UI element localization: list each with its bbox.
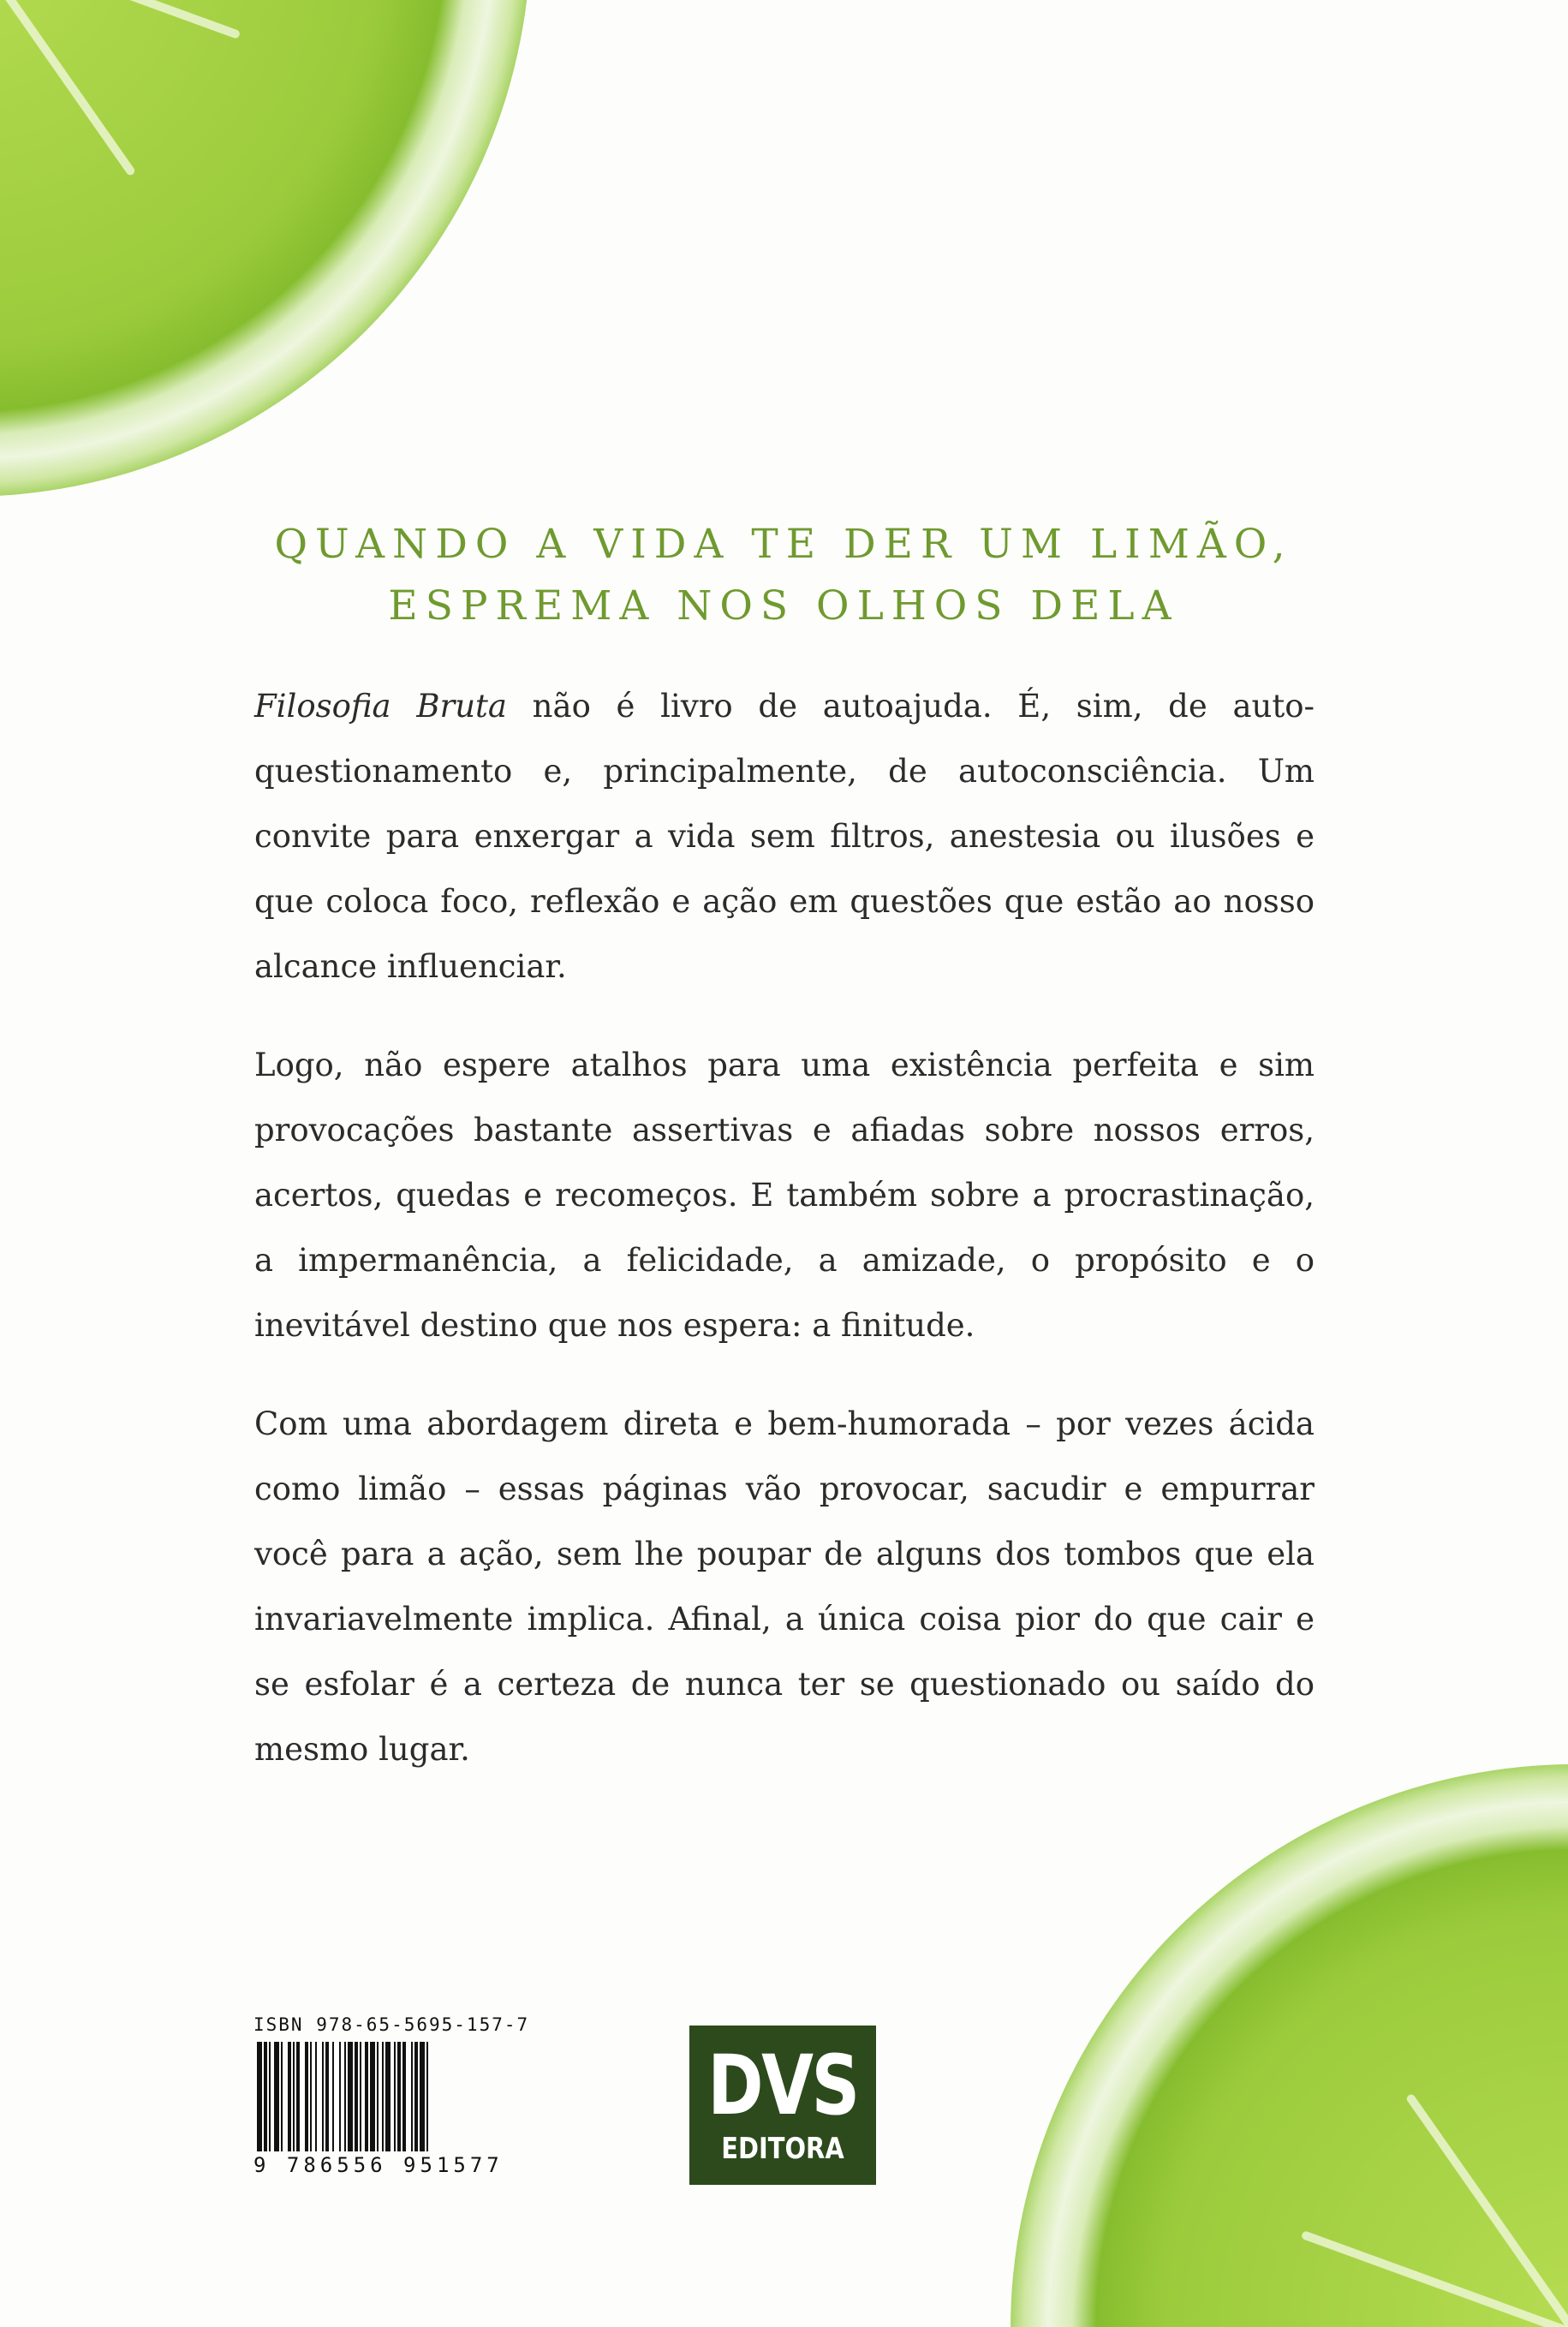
barcode-bar <box>281 2042 283 2151</box>
book-title: Filosofia Bruta <box>254 688 507 725</box>
barcode-bar <box>310 2042 312 2151</box>
barcode-bar <box>382 2042 384 2151</box>
lime-segment-line <box>1301 2230 1568 2327</box>
barcode-bar <box>414 2042 418 2151</box>
barcode-bar <box>344 2042 346 2151</box>
barcode-bar <box>360 2042 361 2151</box>
barcode-bar <box>377 2042 379 2151</box>
headline <box>171 514 1396 637</box>
synopsis-paragraph-1-text: não é livro de autoajuda. É, sim, de auto-questionamento e, principalmente, de autoconsciência. Um convite para enxergar a vida sem filtros, anestesia ou ilusões e que coloca foco, reflexão e ação em questões que estão ao nosso alcance influenciar. <box>254 688 1315 985</box>
isbn-digits: 9 786556 951577 <box>253 2153 504 2177</box>
barcode-bar <box>257 2042 262 2151</box>
synopsis-paragraph-1 <box>254 674 1315 999</box>
barcode-bar <box>365 2042 368 2151</box>
barcode-bar <box>355 2042 358 2151</box>
barcode-bar <box>325 2042 329 2151</box>
barcode-bar <box>420 2042 425 2151</box>
barcode-bar <box>269 2042 271 2151</box>
barcode-bar <box>394 2042 396 2151</box>
synopsis-paragraph-3: Com uma abordagem direta e bem-humorada – por vezes ácida como limão – essas páginas vão provocar, sacudir e empurrar você para a ação, sem lhe poupar de alguns dos tombos que ela invariavelmente implica. Afinal, a única coisa pior do que cair e se esfolar é a certeza de nunca ter se questionado ou saído do mesmo lugar. <box>254 1405 1315 1768</box>
barcode-bar <box>411 2042 413 2151</box>
barcode-bar <box>296 2042 300 2151</box>
barcode-bar <box>332 2042 334 2151</box>
lime-slice-bottom-right <box>1011 1764 1568 2327</box>
isbn-block <box>253 2014 530 2177</box>
barcode-bar <box>370 2042 375 2151</box>
barcode-bar <box>348 2042 353 2151</box>
isbn-label: ISBN 978-65-5695-157-7 <box>253 2014 530 2035</box>
barcode-bar <box>397 2042 401 2151</box>
synopsis <box>254 674 1315 1816</box>
logo-main-text: DVS <box>707 2038 858 2133</box>
barcode <box>253 2042 495 2151</box>
logo-sub-text: EDITORA <box>721 2132 844 2166</box>
headline-line-2: ESPREMA NOS OLHOS DELA <box>388 582 1179 629</box>
barcode-bar <box>274 2042 279 2151</box>
headline-line-1: QUANDO A VIDA TE DER UM LIMÃO, <box>274 521 1293 568</box>
barcode-bar <box>426 2042 428 2151</box>
barcode-bar <box>305 2042 308 2151</box>
lime-slice-top-left <box>0 0 531 497</box>
barcode-bar <box>288 2042 291 2151</box>
barcode-bar <box>315 2042 317 2151</box>
publisher-logo <box>689 2026 876 2185</box>
synopsis-paragraph-2: Logo, não espere atalhos para uma existência perfeita e sim provocações bastante assertivas e afiadas sobre nossos erros, acertos, quedas e recomeços. E também sobre a procrastinação, a impermanência, a felicidade, a amizade, o propósito e o inevitável destino que nos espera: a finitude. <box>254 1047 1315 1344</box>
lime-segment-line <box>0 0 136 176</box>
barcode-bar <box>293 2042 295 2151</box>
lime-segment-line <box>1405 2093 1568 2327</box>
barcode-bar <box>385 2042 391 2151</box>
barcode-bar <box>339 2042 341 2151</box>
barcode-bar <box>264 2042 267 2151</box>
barcode-bar <box>322 2042 324 2151</box>
barcode-bar <box>402 2042 406 2151</box>
